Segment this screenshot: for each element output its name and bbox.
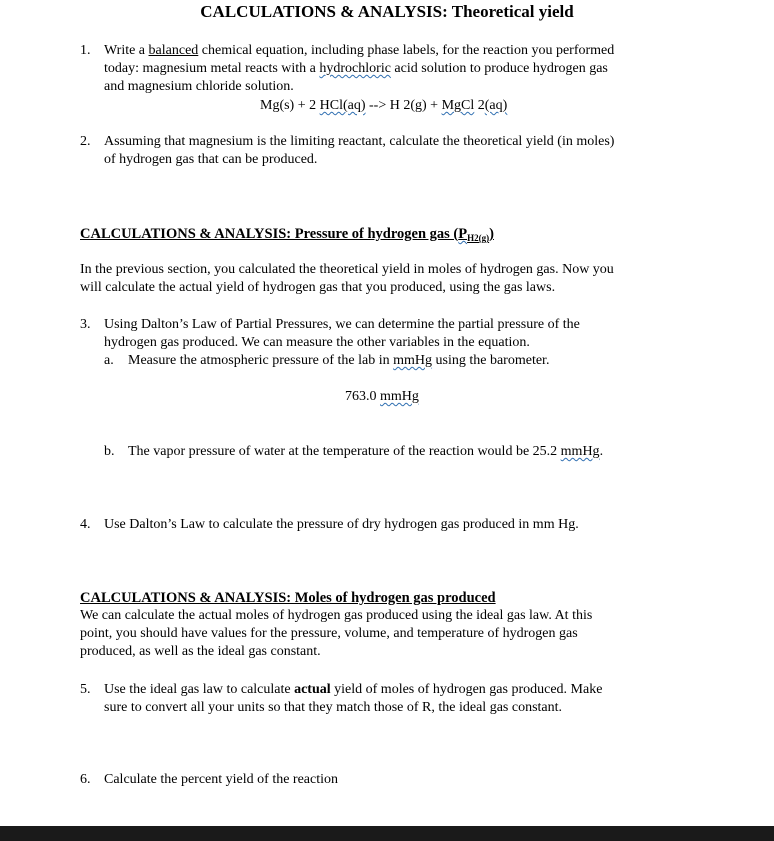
- q3a-answer: [345, 388, 419, 406]
- q3-line2: hydrogen gas produced. We can measure the other variables in the equation.: [104, 335, 530, 350]
- section-moles-line1: We can calculate the actual moles of hydrogen gas produced using the ideal gas law. At this: [80, 608, 593, 623]
- q3a-text-part: Measure the atmospheric pressure of the lab in: [128, 353, 394, 368]
- equation-hcl: HCl(aq): [319, 98, 366, 113]
- q5-line1: [104, 681, 724, 699]
- equation-aq: (aq): [484, 98, 508, 113]
- q6-text: Calculate the percent yield of the reaction: [104, 772, 339, 787]
- q2-number: 2.: [80, 134, 91, 149]
- answer-unit: mmHg: [380, 389, 419, 404]
- q1-balanced-word: balanced: [148, 43, 199, 58]
- q6-number: 6.: [80, 772, 91, 787]
- heading-text: CALCULATIONS & ANALYSIS: Pressure of hydrogen gas (: [80, 226, 459, 242]
- q1-text: acid solution to produce hydrogen gas: [390, 61, 608, 76]
- q3b-text-part: The vapor pressure of water at the temperature of the reaction would be 25.2: [128, 444, 561, 459]
- q3b-period: .: [599, 444, 604, 459]
- section-moles-heading: CALCULATIONS & ANALYSIS: Moles of hydrogen gas produced: [80, 590, 496, 606]
- q1-line3: and magnesium chloride solution.: [104, 79, 294, 94]
- q1-equation: [260, 97, 507, 115]
- q1-text: today: magnesium metal reacts with a: [104, 61, 320, 76]
- section-moles-line3: produced, as well as the ideal gas constant.: [80, 644, 321, 659]
- q3b-label: b.: [104, 444, 115, 459]
- page-title: CALCULATIONS & ANALYSIS: Theoretical yield: [200, 2, 574, 21]
- q2-line2: of hydrogen gas that can be produced.: [104, 152, 318, 167]
- equation-text: Mg(s) + 2: [260, 98, 320, 113]
- section-moles-line2: point, you should have values for the pressure, volume, and temperature of hydrogen gas: [80, 626, 578, 641]
- section-pressure-intro-line2: will calculate the actual yield of hydrogen gas that you produced, using the gas laws.: [80, 280, 556, 295]
- q1-line1: [104, 42, 704, 60]
- heading-p-symbol: P: [458, 226, 468, 242]
- q1-text: Write a: [104, 43, 149, 58]
- bottom-edge-bar: [0, 826, 774, 841]
- q5-bold-actual: actual: [294, 682, 331, 697]
- section-pressure-heading: [80, 225, 494, 247]
- q1-hydrochloric-word: hydrochloric: [319, 61, 391, 76]
- q5-line2: sure to convert all your units so that they match those of R, the ideal gas constant.: [104, 700, 563, 715]
- q3a-label: a.: [104, 353, 114, 368]
- q4-text: Use Dalton’s Law to calculate the pressure of dry hydrogen gas produced in mm Hg.: [104, 517, 579, 532]
- q1-number: 1.: [80, 43, 91, 58]
- section-pressure-intro-line1: In the previous section, you calculated the theoretical yield in moles of hydrogen gas. Now you: [80, 262, 614, 277]
- q1-line2: [104, 60, 704, 78]
- q3a-text: [128, 352, 688, 370]
- answer-value: 763.0: [345, 389, 380, 404]
- heading-subscript: H2(g): [467, 233, 490, 243]
- q2-line1: Assuming that magnesium is the limiting reactant, calculate the theoretical yield (in moles): [104, 134, 615, 149]
- q3-number: 3.: [80, 317, 91, 332]
- q1-text: chemical equation, including phase labels, for the reaction you performed: [198, 43, 615, 58]
- q3a-unit: mmHg: [393, 353, 433, 368]
- q4-number: 4.: [80, 517, 91, 532]
- q5-text: Use the ideal gas law to calculate: [104, 682, 295, 697]
- heading-close-paren: ): [489, 226, 494, 242]
- equation-text: --> H 2(g) +: [365, 98, 442, 113]
- q3a-text-part: using the barometer.: [432, 353, 550, 368]
- q3b-text: [128, 443, 688, 461]
- q5-text: yield of moles of hydrogen gas produced. Make: [330, 682, 603, 697]
- q3-line1: Using Dalton’s Law of Partial Pressures, we can determine the partial pressure of the: [104, 317, 580, 332]
- equation-text: 2: [474, 98, 485, 113]
- q5-number: 5.: [80, 682, 91, 697]
- equation-mgcl: MgCl: [441, 98, 475, 113]
- q3b-unit: mmHg: [560, 444, 600, 459]
